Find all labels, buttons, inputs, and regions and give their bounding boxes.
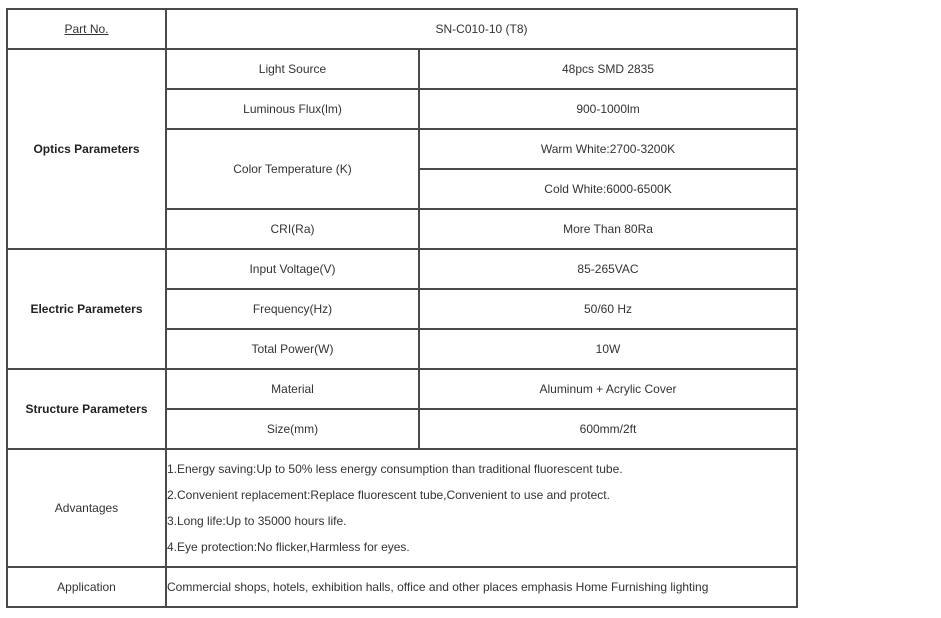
application-row <box>7 567 797 607</box>
param-value: More Than 80Ra <box>419 209 797 249</box>
group-title-structure: Structure Parameters <box>7 369 166 449</box>
param-value: Aluminum + Acrylic Cover <box>419 369 797 409</box>
param-label: Material <box>166 369 419 409</box>
advantage-item: 3.Long life:Up to 35000 hours life. <box>167 514 347 528</box>
param-label: Luminous Flux(lm) <box>166 89 419 129</box>
param-label: Size(mm) <box>166 409 419 449</box>
param-value: Warm White:2700-3200K <box>419 129 797 169</box>
param-value: 50/60 Hz <box>419 289 797 329</box>
advantage-item: 2.Convenient replacement:Replace fluorescent tube,Convenient to use and protect. <box>167 488 610 502</box>
param-value: 10W <box>419 329 797 369</box>
param-value: 48pcs SMD 2835 <box>419 49 797 89</box>
param-value: 600mm/2ft <box>419 409 797 449</box>
table-row <box>7 49 797 89</box>
group-title-electric: Electric Parameters <box>7 249 166 369</box>
advantages-row <box>7 449 797 567</box>
param-label: Light Source <box>166 49 419 89</box>
application-value: Commercial shops, hotels, exhibition halls, office and other places emphasis Home Furnishing lighting <box>166 567 797 607</box>
param-value: 900-1000lm <box>419 89 797 129</box>
param-value: 85-265VAC <box>419 249 797 289</box>
param-label: CRI(Ra) <box>166 209 419 249</box>
param-label: Frequency(Hz) <box>166 289 419 329</box>
advantages-list <box>166 449 797 567</box>
advantage-item: 4.Eye protection:No flicker,Harmless for eyes. <box>167 540 410 554</box>
group-title-optics: Optics Parameters <box>7 49 166 249</box>
part-no-row <box>7 9 797 49</box>
part-no-label: Part No. <box>7 9 166 49</box>
table-row <box>7 369 797 409</box>
table-row <box>7 249 797 289</box>
param-label: Color Temperature (K) <box>166 129 419 209</box>
advantage-item: 1.Energy saving:Up to 50% less energy consumption than traditional fluorescent tube. <box>167 462 623 476</box>
advantages-label: Advantages <box>7 449 166 567</box>
param-label: Total Power(W) <box>166 329 419 369</box>
spec-table <box>6 8 798 608</box>
param-label: Input Voltage(V) <box>166 249 419 289</box>
part-no-value: SN-C010-10 (T8) <box>166 9 797 49</box>
param-value: Cold White:6000-6500K <box>419 169 797 209</box>
application-label: Application <box>7 567 166 607</box>
